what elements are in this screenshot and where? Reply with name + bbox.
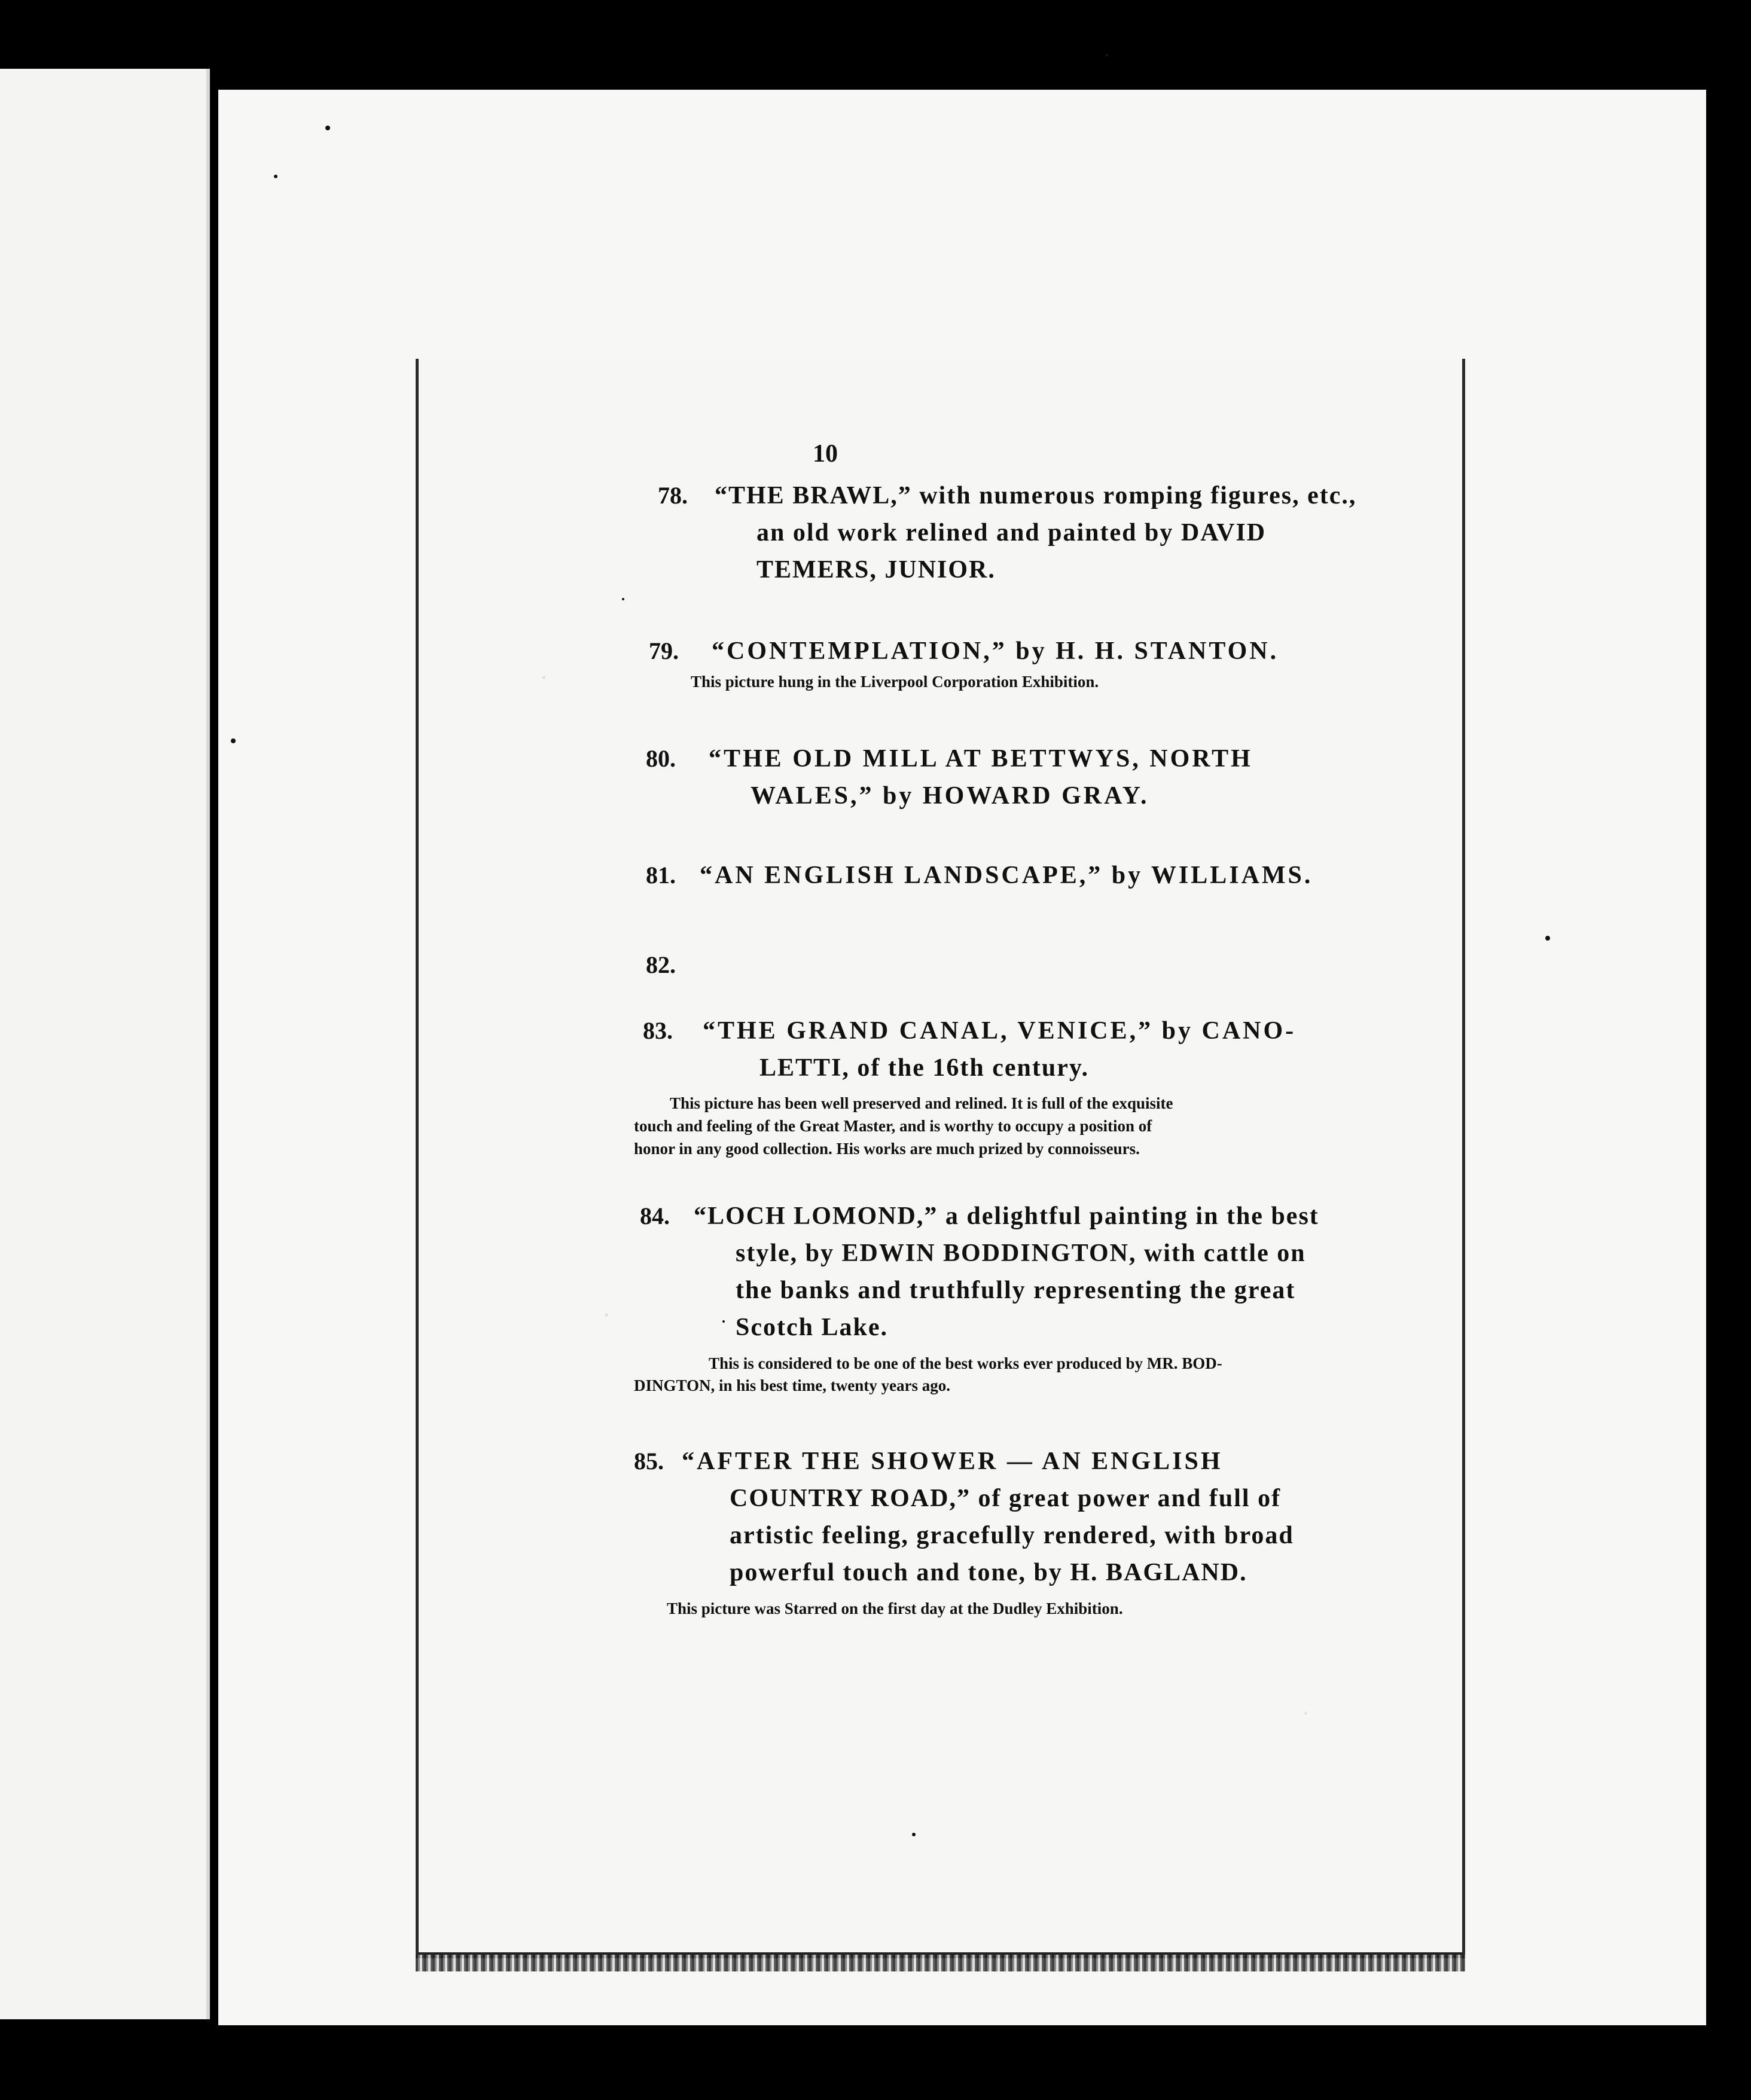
entry-title-line: “CONTEMPLATION,” by H. H. STANTON. [712,637,1279,665]
entry-note-line: DINGTON, in his best time, twenty years ago. [634,1376,950,1394]
left-page-edge [0,69,210,2019]
entry-title-line: “THE OLD MILL AT BETTWYS, NORTH [709,745,1253,773]
entry-text-line: WALES,” by HOWARD GRAY. [751,782,1149,810]
entry-text-line: TEMERS, JUNIOR. [756,556,996,584]
entry-text-line: the banks and truthfully representing the great [736,1277,1296,1304]
entry-text-line: style, by EDWIN BODDINGTON, with cattle on [736,1240,1306,1267]
entry-text-line: an old work relined and painted by DAVID [756,519,1267,547]
speck [1105,54,1108,57]
speck [274,175,277,178]
entry-number: 83. [643,1017,673,1044]
speck [325,126,330,130]
entry-title-line: “LOCH LOMOND,” a delightful painting in the best [694,1202,1319,1230]
entry-number: 79. [649,637,679,664]
entry-note-line: This picture has been well preserved and relined. It is full of the exquisite [670,1094,1173,1112]
entry-note-line: This is considered to be one of the best works ever produced by MR. BOD- [709,1354,1222,1372]
entry-number: 85. [634,1448,664,1475]
entry-number: 78. [658,482,688,509]
entry-number: 81. [646,862,676,889]
entry-text-line: COUNTRY ROAD,” of great power and full of [730,1485,1282,1512]
speck [1545,936,1550,941]
entry-text-line: powerful touch and tone, by H. BAGLAND. [730,1559,1247,1586]
entry-text-line: Scotch Lake. [736,1314,888,1341]
page-number: 10 [813,440,838,468]
entry-number: 84. [640,1202,670,1229]
entry-note: This picture was Starred on the first day at the Dudley Exhibition. [667,1600,1123,1617]
entry-title-line: “THE BRAWL,” with numerous romping figures, etc., [715,482,1357,509]
speck [231,738,236,743]
entry-note: This picture hung in the Liverpool Corporation Exhibition. [691,673,1099,691]
entry-number: 80. [646,745,676,772]
entry-text-line: LETTI, of the 16th century. [759,1054,1090,1082]
entry-82-number: 82. [646,951,676,978]
entry-text-line: artistic feeling, gracefully rendered, with broad [730,1522,1294,1549]
entry-title-line: “AN ENGLISH LANDSCAPE,” by WILLIAMS. [700,862,1313,889]
catalogue-print-frame [416,359,1465,1958]
print-border-noise [416,1955,1465,1971]
entry-note-line: honor in any good collection. His works are much prized by connoisseurs. [634,1140,1140,1158]
speck [722,1320,725,1323]
speck [622,598,624,600]
entry-note-line: touch and feeling of the Great Master, and is worthy to occupy a position of [634,1117,1152,1135]
speck [912,1833,916,1836]
entry-title-line: “AFTER THE SHOWER — AN ENGLISH [682,1448,1223,1475]
entry-title-line: “THE GRAND CANAL, VENICE,” by CANO- [703,1017,1297,1045]
